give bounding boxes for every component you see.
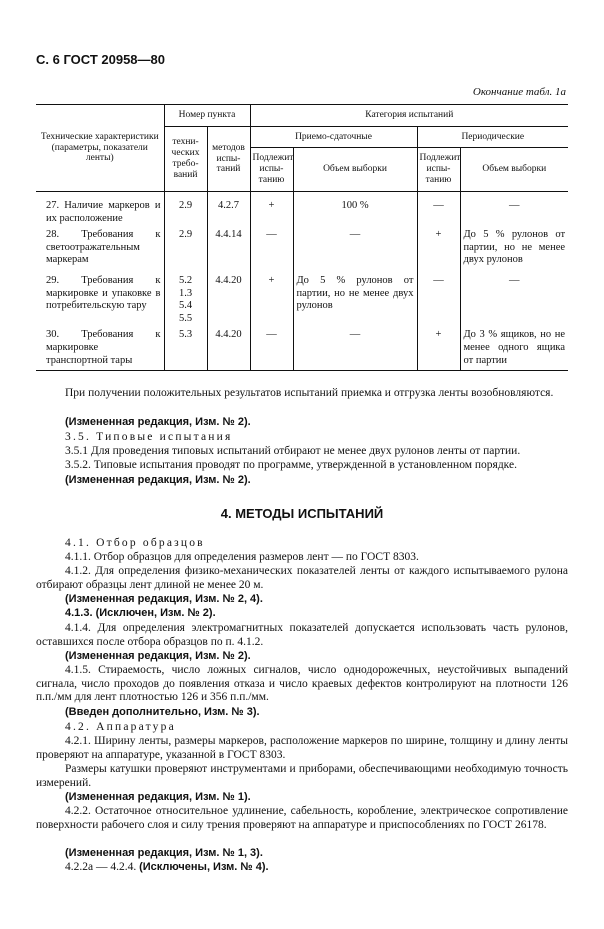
- paragraph-acceptance-resume: При получении положительных результатов испытаний приемка и отгрузка ленты возобновляются.: [65, 387, 554, 399]
- row-tech-req: 2.9: [164, 227, 207, 269]
- table-row: [36, 192, 568, 228]
- row-per-sample: —: [460, 269, 568, 327]
- header-sample-size: Объем выборки: [293, 148, 417, 192]
- header-tech-requirements: техни-ческих требо-ваний: [164, 127, 207, 192]
- paragraph-4-2-2: 4.2.2. Остаточное относительное удлинение, сабельность, коробление, электрическое сопротивление поверхности рабочего слоя и силу трения проверяют на аппаратуре и приспособлениях по ГОСТ 26178.: [36, 805, 568, 831]
- paragraph-4-2-1: 4.2.1. Ширину ленты, размеры маркеров, расположение маркеров по ширине, толщину и длину ленты проверяют на аппаратуре, указанной в ГОСТ 8303.: [36, 735, 568, 761]
- amendment-note: (Измененная редакция, Изм. № 2).: [65, 650, 251, 662]
- row-tech-req: 5.3: [164, 327, 207, 370]
- header-characteristics: Технические характеристики (параметры, показатели ленты): [36, 105, 164, 192]
- paragraph-4-1-4: 4.1.4. Для определения электромагнитных показателей допускается использовать часть рулонов, оставшихся после отбора образцов по п. 4.1.2.: [36, 622, 568, 648]
- row-acc-subject: +: [250, 269, 293, 327]
- row-acc-subject: —: [250, 327, 293, 370]
- row-acc-subject: +: [250, 192, 293, 228]
- subsection-title-sampling: 4.1. Отбор образцов: [65, 537, 205, 549]
- row-name: 28. Требования к светоотражательным маркерам: [36, 227, 164, 269]
- paragraph-4-2-2a-number: 4.2.2а — 4.2.4.: [65, 861, 140, 873]
- row-name: 27. Наличие маркеров и их расположение: [36, 192, 164, 228]
- section-title: 4. МЕТОДЫ ИСПЫТАНИЙ: [220, 506, 384, 521]
- paragraph-4-1-3: 4.1.3. (Исключен, Изм. № 2).: [65, 607, 216, 619]
- table-row: [36, 227, 568, 269]
- paragraph-4-1-1: 4.1.1. Отбор образцов для определения размеров лент — по ГОСТ 8303.: [65, 551, 419, 563]
- paragraph-3-5-1: 3.5.1 Для проведения типовых испытаний отбирают не менее двух рулонов ленты от партии.: [65, 445, 521, 457]
- header-item-number: Номер пункта: [164, 105, 250, 127]
- amendment-note: (Измененная редакция, Изм. № 2).: [65, 416, 251, 428]
- row-acc-subject: —: [250, 227, 293, 269]
- row-method: 4.4.14: [207, 227, 250, 269]
- row-per-sample: До 3 % ящиков, но не менее одного ящика от партии: [460, 327, 568, 370]
- row-per-subject: —: [417, 269, 460, 327]
- header-sample-size-periodic: Объем выборки: [460, 148, 568, 192]
- subsection-title-apparatus: 4.2. Аппаратура: [65, 721, 176, 733]
- header-subject-to-testing: Подлежит испы-танию: [250, 148, 293, 192]
- header-test-methods: методов испы-таний: [207, 127, 250, 192]
- row-name: 29. Требования к маркировке и упаковке в потребительскую тару: [36, 269, 164, 327]
- paragraph-4-2-2a: [36, 861, 568, 875]
- row-method: 4.4.20: [207, 327, 250, 370]
- paragraph-4-1-2: 4.1.2. Для определения физико-механических показателей ленты от каждого испытываемого рулона отбирают образцы лент длиной не менее 20 м.: [36, 565, 568, 591]
- row-method: 4.2.7: [207, 192, 250, 228]
- subsection-title-type-tests: 3.5. Типовые испытания: [65, 431, 233, 443]
- row-acc-sample: До 5 % рулонов от партии, но не менее двух рулонов: [293, 269, 417, 327]
- row-per-subject: +: [417, 227, 460, 269]
- table-row: [36, 269, 568, 327]
- table-row: [36, 327, 568, 370]
- table-continuation-note: Окончание табл. 1а: [472, 86, 566, 98]
- row-per-subject: —: [417, 192, 460, 228]
- amendment-note: (Измененная редакция, Изм. № 1).: [65, 791, 251, 803]
- paragraph-3-5-2: 3.5.2. Типовые испытания проводят по программе, утвержденной в установленном порядке.: [65, 459, 517, 471]
- row-method: 4.4.20: [207, 269, 250, 327]
- paragraph-4-2-2a-note: (Исключены, Изм. № 4).: [139, 861, 269, 873]
- row-acc-sample: —: [293, 227, 417, 269]
- amendment-note: (Измененная редакция, Изм. № 2).: [65, 474, 251, 486]
- header-test-category: Категория испытаний: [250, 105, 568, 127]
- paragraph-4-1-5: 4.1.5. Стираемость, число ложных сигналов, число однодорожечных, неустойчивых выпадений сигнала, число проходов до появления отказа и число краевых дефектов контролируют на плотности 126 п.п./мм для лент плотностью 126 и 356 п.п./мм.: [36, 664, 568, 704]
- row-acc-sample: 100 %: [293, 192, 417, 228]
- header-periodic: Периодические: [417, 127, 568, 148]
- row-per-subject: +: [417, 327, 460, 370]
- row-per-sample: —: [460, 192, 568, 228]
- row-name: 30. Требования к маркировке транспортной тары: [36, 327, 164, 370]
- amendment-note: (Введен дополнительно, Изм. № 3).: [65, 706, 260, 718]
- row-per-sample: До 5 % рулонов от партии, но не менее двух рулонов: [460, 227, 568, 269]
- header-acceptance: Приемо-сдаточные: [250, 127, 417, 148]
- test-category-table: [36, 104, 568, 371]
- header-subject-to-testing-periodic: Подлежит испы-танию: [417, 148, 460, 192]
- paragraph-4-2-1-reel: Размеры катушки проверяют инструментами и приборами, обеспечивающими необходимую точность измерений.: [36, 763, 568, 789]
- row-acc-sample: —: [293, 327, 417, 370]
- amendment-note: (Измененная редакция, Изм. № 2, 4).: [65, 593, 263, 605]
- row-tech-req: 2.9: [164, 192, 207, 228]
- amendment-note: (Измененная редакция, Изм. № 1, 3).: [65, 847, 263, 859]
- row-tech-req: 5.2 1.3 5.4 5.5: [164, 269, 207, 327]
- page-header: С. 6 ГОСТ 20958—80: [36, 52, 165, 67]
